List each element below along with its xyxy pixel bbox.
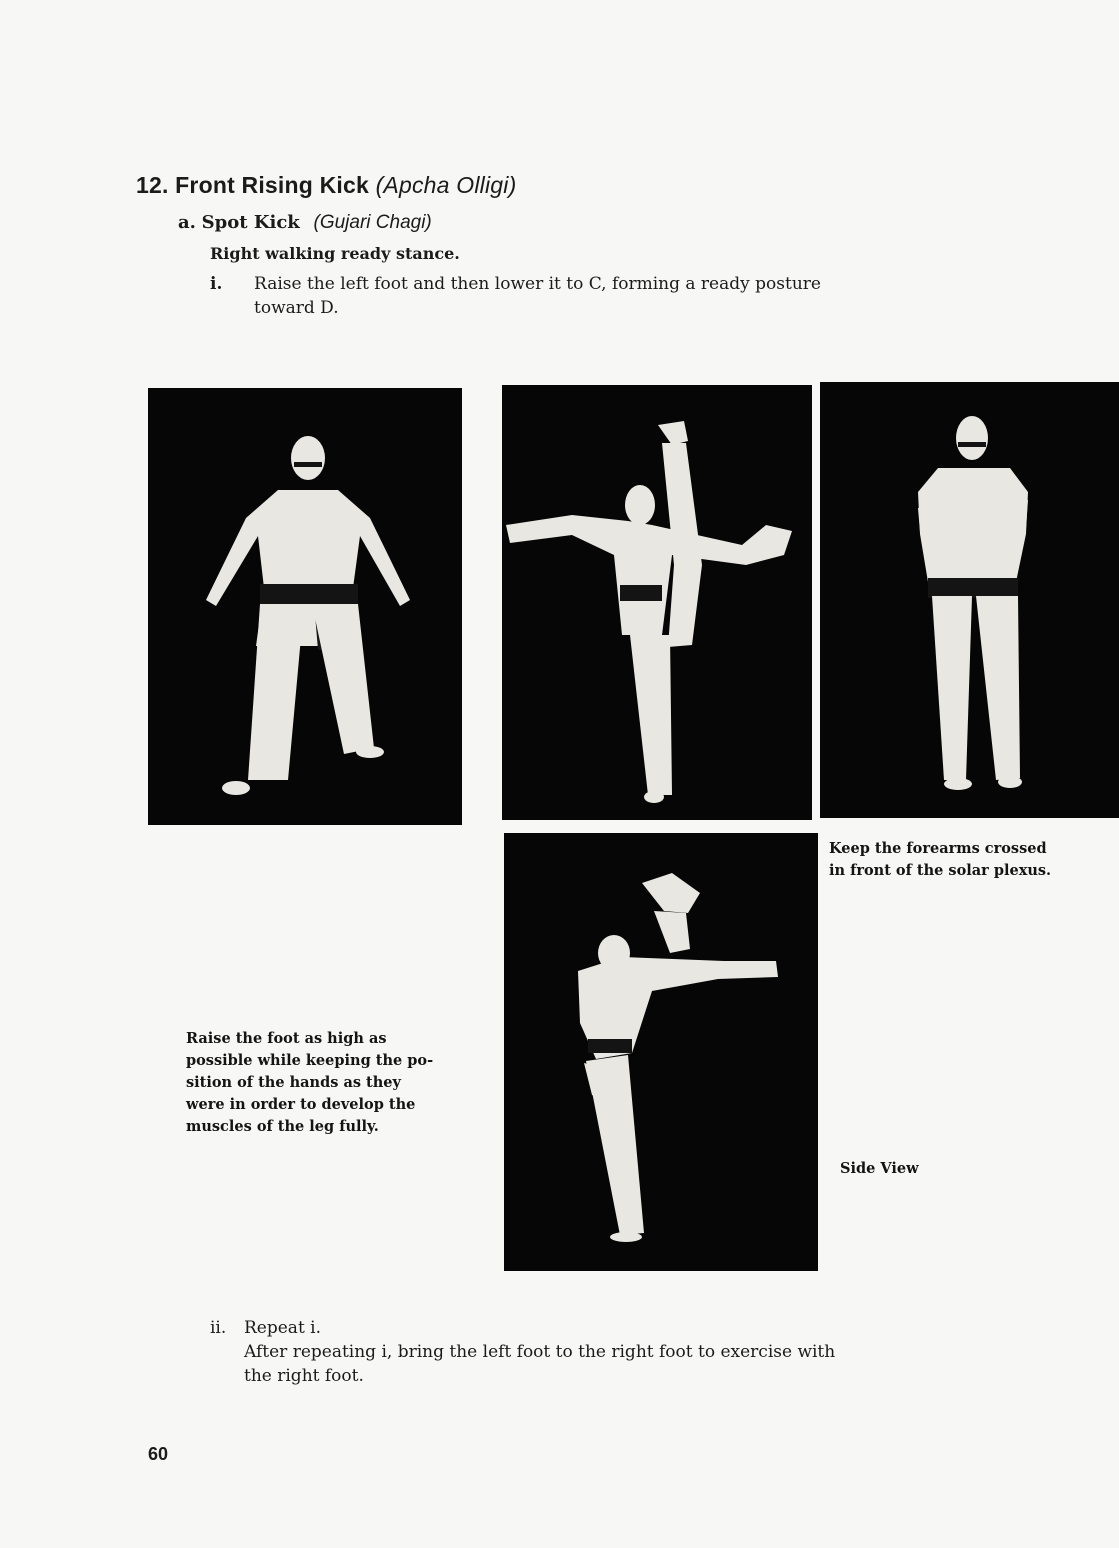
- caption-forearms: [829, 838, 1119, 882]
- figure-kicking-icon: [502, 385, 812, 820]
- step-1: [210, 272, 970, 320]
- section-heading: [136, 172, 516, 199]
- photo-side-view: [504, 833, 818, 1271]
- subsection-heading: [178, 212, 432, 234]
- photo-crossed-forearms: [820, 382, 1119, 818]
- caption-line: Keep the forearms crossed: [829, 840, 1047, 857]
- caption-line: Raise the foot as high as: [186, 1030, 387, 1047]
- caption-raise-foot: [186, 1028, 469, 1138]
- caption-line: in front of the solar plexus.: [829, 862, 1052, 879]
- caption-line: were in order to develop the: [186, 1096, 416, 1113]
- step-line: Raise the left foot and then lower it to C, forming a ready posture: [254, 274, 821, 294]
- figure-side-kick-icon: [504, 833, 818, 1271]
- figure-ready-posture-icon: [820, 382, 1119, 818]
- section-number: 12.: [136, 172, 169, 198]
- caption-line: possible while keeping the po-: [186, 1052, 434, 1069]
- step-line: toward D.: [254, 298, 339, 318]
- step-line: Repeat i.: [244, 1318, 322, 1338]
- subsection-letter: a.: [178, 212, 196, 233]
- subsection-title: Spot Kick: [201, 212, 300, 233]
- step-2: [210, 1316, 970, 1388]
- subsection-korean-title: (Gujari Chagi): [313, 212, 432, 233]
- photo-ready-stance: [148, 388, 462, 825]
- step-number: ii.: [210, 1318, 227, 1338]
- step-number: i.: [210, 274, 223, 294]
- photo-front-rising-kick: [502, 385, 812, 820]
- step-line: After repeating i, bring the left foot to the right foot to exercise with: [244, 1342, 836, 1362]
- caption-line: sition of the hands as they: [186, 1074, 401, 1091]
- section-korean-title: (Apcha Olligi): [375, 172, 517, 198]
- caption-side-view: Side View: [840, 1160, 919, 1177]
- page-number: 60: [148, 1444, 169, 1464]
- stance-label: Right walking ready stance.: [210, 244, 460, 263]
- section-title: Front Rising Kick: [175, 172, 369, 198]
- step-line: the right foot.: [244, 1366, 364, 1386]
- figure-standing-icon: [148, 388, 462, 825]
- caption-line: muscles of the leg fully.: [186, 1118, 379, 1135]
